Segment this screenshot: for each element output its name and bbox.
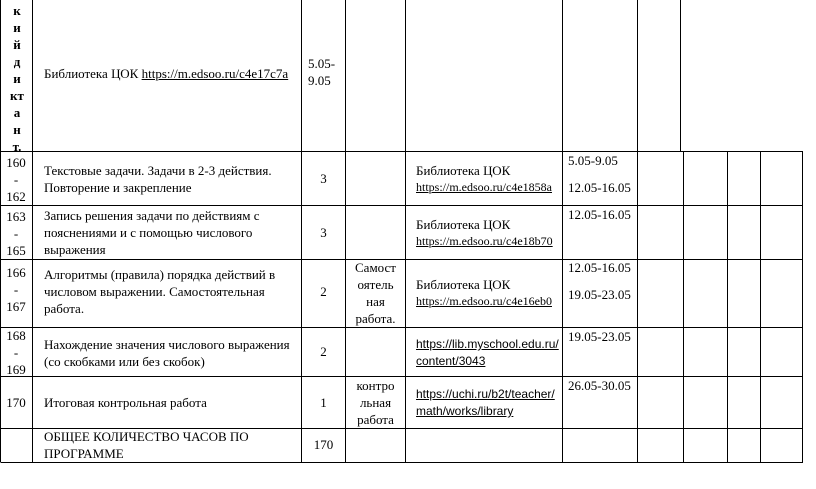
- row-2-link[interactable]: https://m.edsoo.ru/c4e18b70: [416, 234, 553, 248]
- row-5-date: 26.05-30.05: [568, 378, 631, 393]
- row-4-link-b[interactable]: content/3043: [416, 354, 486, 368]
- row-0-dates: 5.05- 9.05: [308, 56, 336, 88]
- row-0-topic: Библиотека ЦОК https://m.edsoo.ru/c4e17c7a: [44, 66, 289, 81]
- row-4-link-a[interactable]: https://lib.myschool.edu.ru/: [416, 337, 559, 351]
- row-3-number: 166 - 167: [6, 265, 26, 314]
- row-5-resource: [416, 386, 555, 420]
- row-3-hours: 2: [320, 284, 327, 299]
- row-3-resource: Библиотека ЦОК https://m.edsoo.ru/c4e16eb0: [416, 277, 552, 308]
- row-3-link[interactable]: https://m.edsoo.ru/c4e16eb0: [416, 294, 552, 308]
- row-3-date-b: 19.05-23.05: [568, 287, 631, 302]
- row-0-link[interactable]: https://m.edsoo.ru/c4e17c7a: [141, 66, 289, 81]
- row-3-control: Самост оятель ная работа.: [355, 260, 396, 326]
- row-3-date-a: 12.05-16.05: [568, 260, 631, 275]
- row-2-number: 163 - 165: [6, 209, 26, 258]
- row-4-topic: Нахождение значения числового выражения (со скобками или без скобок): [44, 337, 290, 369]
- total-label: ОБЩЕЕ КОЛИЧЕСТВО ЧАСОВ ПО ПРОГРАММЕ: [44, 429, 249, 461]
- row-5-hours: 1: [320, 395, 327, 410]
- row-2-date: 12.05-16.05: [568, 207, 631, 222]
- row-4-hours: 2: [320, 344, 327, 359]
- row-1-link[interactable]: https://m.edsoo.ru/c4e1858a: [416, 180, 552, 194]
- row-1-date-b: 12.05-16.05: [568, 180, 631, 195]
- row-1-hours: 3: [320, 171, 327, 186]
- row-5-topic: Итоговая контрольная работа: [44, 395, 207, 410]
- row-5-link-b[interactable]: math/works/library: [416, 404, 514, 418]
- row-4-date: 19.05-23.05: [568, 329, 631, 344]
- row-4-resource: [416, 336, 559, 370]
- row-1-resource: Библиотека ЦОК https://m.edsoo.ru/c4e1858a: [416, 163, 552, 194]
- row-3-topic: Алгоритмы (правила) порядка действий в числовом выражении. Самостоятельная работа.: [44, 267, 276, 316]
- row-2-topic: Запись решения задачи по действиям с пояснениями и с помощью числового выражения: [44, 208, 260, 257]
- row-5-number: 170: [6, 395, 26, 410]
- row-1-number: 160 - 162: [6, 155, 26, 204]
- row-5-link-a[interactable]: https://uchi.ru/b2t/teacher/: [416, 387, 555, 401]
- row-1-date-a: 5.05-9.05: [568, 153, 618, 168]
- total-hours: 170: [313, 437, 334, 452]
- row-0-number: к и й д и кт а н т.: [10, 3, 24, 154]
- row-4-number: 168 - 169: [6, 328, 26, 377]
- row-2-hours: 3: [320, 225, 327, 240]
- row-1-topic: Текстовые задачи. Задачи в 2-3 действия. Повторение и закрепление: [44, 163, 272, 195]
- row-2-resource: Библиотека ЦОК https://m.edsoo.ru/c4e18b70: [416, 217, 553, 248]
- row-5-control: контро льная работа: [356, 378, 395, 427]
